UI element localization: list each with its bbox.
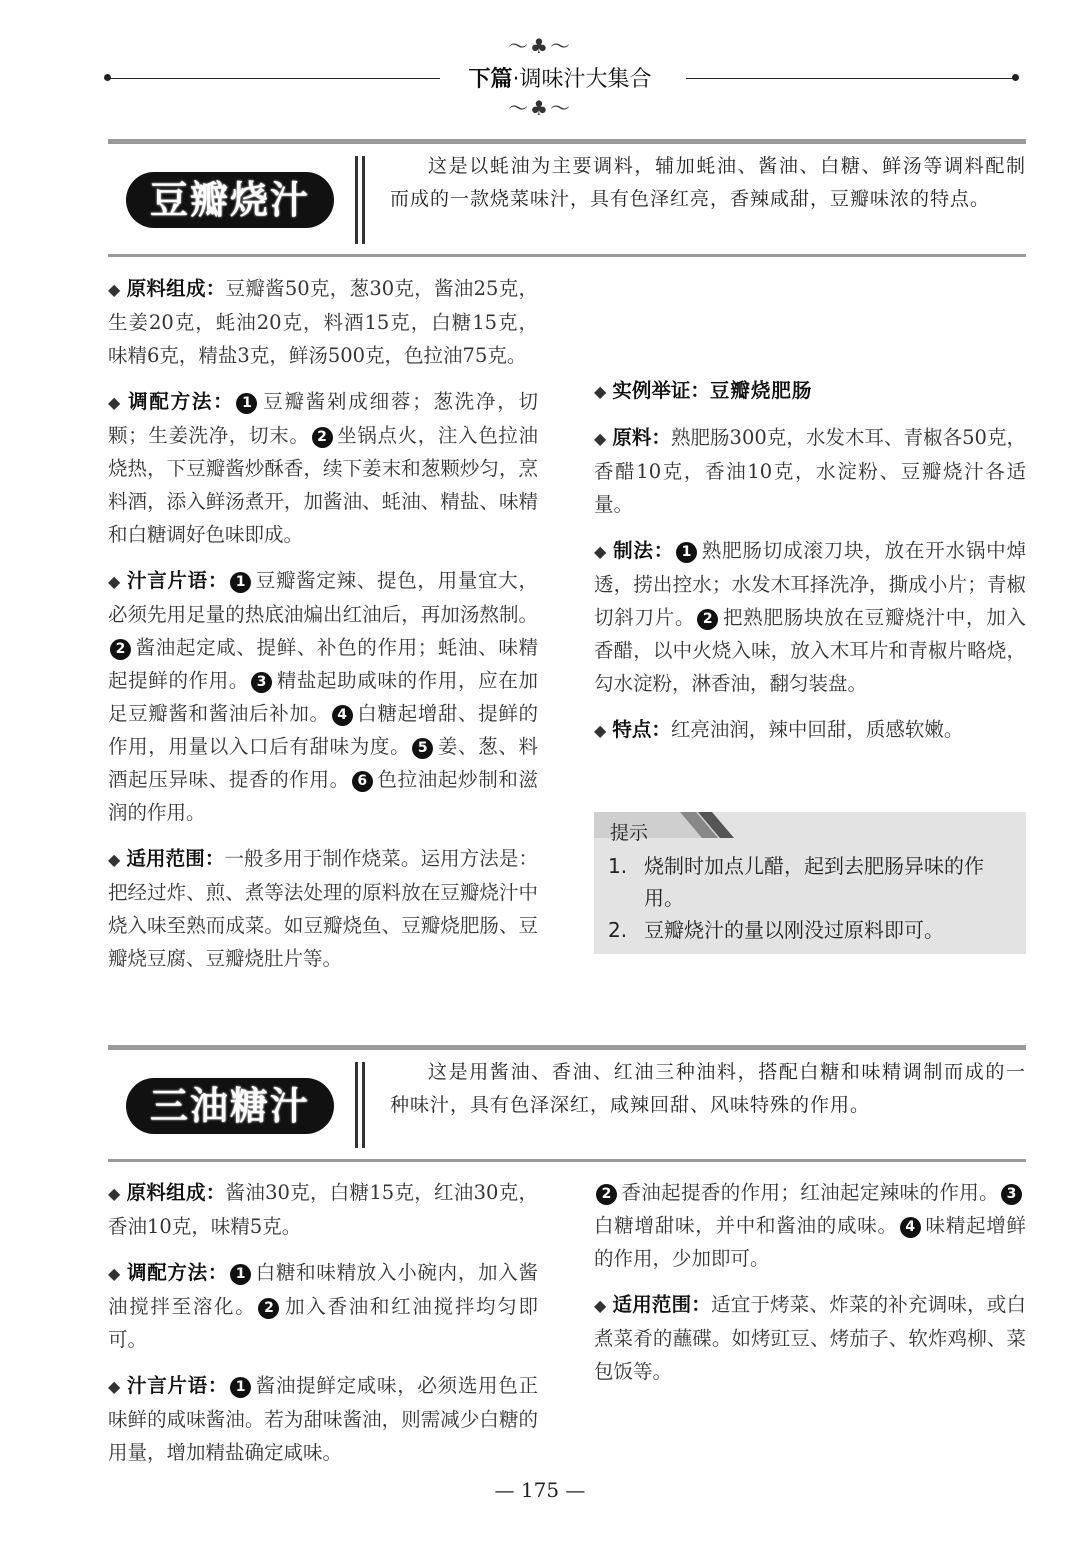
example-method <box>594 534 1026 700</box>
example-step: 把熟肥肠块放在豆瓣烧汁中，加入香醋，以中火烧入味，放入木耳片和青椒片略烧，勾水淀粉，淋香油，翻匀装盘。 <box>594 606 1026 695</box>
header-rule-left <box>110 78 440 79</box>
recipe1-left-column <box>108 272 538 988</box>
section-rule-top <box>108 1045 1026 1050</box>
example-feature <box>594 713 1026 747</box>
tip-title: 提示 <box>610 822 649 844</box>
method-step: 加入香油和红油搅拌均匀即可。 <box>108 1295 538 1351</box>
example-dish-name: 豆瓣烧肥肠 <box>709 379 813 402</box>
title-divider <box>355 1062 358 1148</box>
diamond-bullet-icon: ◆ <box>108 1377 121 1396</box>
step-number-icon: 2 <box>312 427 333 448</box>
method-label: 调配方法： <box>126 390 235 413</box>
header-ornament-bottom: ～♣～ <box>508 96 572 120</box>
diamond-bullet-icon: ◆ <box>108 280 121 299</box>
ingredients-text: 豆瓣酱50克，葱30克，酱油25克，生姜20克，蚝油20克，料酒15克，白糖15克，味精6克，精盐3克，鲜汤500克，色拉油75克。 <box>108 277 538 367</box>
example-feature-text: 红亮油润，辣中回甜，质感软嫩。 <box>670 718 964 741</box>
notes-paragraph <box>108 1369 538 1469</box>
section-rule-bottom <box>108 254 1026 257</box>
example-ingredients <box>594 421 1026 521</box>
diamond-bullet-icon: ◆ <box>594 542 607 561</box>
header-ornament-top: ～♣～ <box>508 34 572 58</box>
diamond-bullet-icon: ◆ <box>108 1184 121 1203</box>
recipe-title-badge: 三油糖汁 <box>126 1078 334 1134</box>
note-item: 精盐起助咸味的作用，应在加足豆瓣酱和酱油后补加。 <box>108 669 538 725</box>
recipe-title-badge: 豆瓣烧汁 <box>126 172 334 228</box>
title-divider <box>362 1062 365 1148</box>
tip-number: 2. <box>608 918 628 942</box>
section-rule-top <box>108 139 1026 144</box>
step-number-icon: 1 <box>230 1264 251 1285</box>
note-item: 色拉油起炒制和滋润的作用。 <box>108 768 538 824</box>
note-item: 酱油起定咸、提鲜、补色的作用；蚝油、味精起提鲜的作用。 <box>108 636 538 692</box>
tip-list <box>608 850 1014 946</box>
example-heading <box>594 374 1026 408</box>
recipe-intro: 这是以蚝油为主要调料，辅加蚝油、酱油、白糖、鲜汤等调料配制而成的一款烧菜味汁，具有色泽红亮，香辣咸甜，豆瓣味浓的特点。 <box>390 155 1026 210</box>
ingredients-paragraph <box>108 1176 538 1243</box>
tip-item <box>608 850 1014 914</box>
step-number-icon: 1 <box>230 1377 251 1398</box>
recipe2-left-column <box>108 1176 538 1482</box>
note-item: 酱油提鲜定咸味，必须选用色正味鲜的咸味酱油。若为甜味酱油，则需减少白糖的用量，增加精盐确定咸味。 <box>108 1374 538 1464</box>
step-number-icon: 4 <box>332 705 353 726</box>
header-rule-right <box>686 78 1014 79</box>
step-number-icon: 2 <box>697 609 718 630</box>
section-rule-bottom <box>108 1159 1026 1162</box>
example-feature-label: 特点： <box>612 718 671 741</box>
title-divider <box>362 156 365 244</box>
ingredients-paragraph <box>108 272 538 372</box>
usage-label: 适用范围： <box>126 847 225 870</box>
diamond-bullet-icon: ◆ <box>594 1296 607 1315</box>
usage-paragraph <box>594 1288 1026 1388</box>
header-rule-dot-right <box>1012 74 1019 81</box>
example-label: 实例举证： <box>612 379 710 402</box>
notes-continued <box>594 1176 1026 1275</box>
notes-paragraph <box>108 564 538 829</box>
step-number-icon: 3 <box>1001 1184 1022 1205</box>
tip-text: 烧制时加点儿醋，起到去肥肠异味的作用。 <box>644 854 984 910</box>
tip-text: 豆瓣烧汁的量以刚没过原料即可。 <box>644 918 944 942</box>
title-divider <box>355 156 358 244</box>
notes-label: 汁言片语： <box>126 1374 229 1397</box>
page-number: — 175 — <box>494 1478 586 1502</box>
header-part: 下篇 <box>468 67 513 92</box>
example-ingredients-label: 原料： <box>612 426 671 449</box>
running-header <box>440 62 680 93</box>
step-number-icon: 1 <box>230 572 251 593</box>
note-item: 味精起增鲜的作用，少加即可。 <box>594 1214 1026 1270</box>
step-number-icon: 6 <box>352 771 373 792</box>
note-item: 香油起提香的作用；红油起定辣味的作用。 <box>621 1181 999 1204</box>
method-step: 坐锅点火，注入色拉油烧热，下豆瓣酱炒酥香，续下姜末和葱颗炒匀，烹料酒，添入鲜汤煮开，加酱油、蚝油、精盐、味精和白糖调好色味即成。 <box>108 424 538 546</box>
note-item: 姜、葱、料酒起压异味、提香的作用。 <box>108 735 538 791</box>
diamond-bullet-icon: ◆ <box>594 721 607 740</box>
header-dot: · <box>512 67 520 92</box>
note-item: 豆瓣酱定辣、提色，用量宜大，必须先用足量的热底油煸出红油后，再加汤熬制。 <box>108 569 538 626</box>
usage-text: 一般多用于制作烧菜。运用方法是：把经过炸、煎、煮等法处理的原料放在豆瓣烧汁中烧入味至熟而成菜。如豆瓣烧鱼、豆瓣烧肥肠、豆瓣烧豆腐、豆瓣烧肚片等。 <box>108 847 538 970</box>
step-number-icon: 1 <box>676 542 697 563</box>
recipe2-right-column <box>594 1176 1026 1401</box>
step-number-icon: 1 <box>236 393 257 414</box>
method-step: 豆瓣酱剁成细蓉；葱洗净，切颗；生姜洗净，切末。 <box>108 390 538 447</box>
diamond-bullet-icon: ◆ <box>108 850 121 869</box>
ingredients-label: 原料组成： <box>126 277 226 300</box>
step-number-icon: 2 <box>258 1298 279 1319</box>
step-number-icon: 3 <box>251 672 272 693</box>
note-item: 白糖起增甜、提鲜的作用，用量以入口后有甜味为度。 <box>108 702 538 758</box>
usage-text: 适宜于烤菜、炸菜的补充调味，或白煮菜肴的蘸碟。如烤豇豆、烤茄子、软炸鸡柳、菜包饭等。 <box>594 1293 1026 1383</box>
diamond-bullet-icon: ◆ <box>108 393 121 412</box>
tip-item <box>608 914 1014 946</box>
example-method-label: 制法： <box>612 539 675 562</box>
usage-label: 适用范围： <box>612 1293 712 1316</box>
step-number-icon: 5 <box>412 738 433 759</box>
method-paragraph <box>108 385 538 551</box>
example-step: 熟肥肠切成滚刀块，放在开水锅中焯透，捞出控水；水发木耳择洗净，撕成小片；青椒切斜刀片。 <box>594 539 1026 629</box>
header-section: 调味汁大集合 <box>519 67 652 92</box>
step-number-icon: 4 <box>900 1217 921 1238</box>
ingredients-label: 原料组成： <box>126 1181 226 1204</box>
method-paragraph <box>108 1256 538 1356</box>
recipe-intro: 这是用酱油、香油、红油三种油料，搭配白糖和味精调制而成的一种味汁，具有色泽深红，咸辣回甜、风味特殊的作用。 <box>390 1061 1026 1116</box>
method-label: 调配方法： <box>126 1261 229 1284</box>
diamond-bullet-icon: ◆ <box>594 429 607 448</box>
note-item: 白糖增甜味，并中和酱油的咸味。 <box>594 1214 898 1237</box>
ingredients-text: 酱油30克，白糖15克，红油30克，香油10克，味精5克。 <box>108 1181 538 1238</box>
recipe1-right-column <box>594 272 1026 760</box>
notes-label: 汁言片语： <box>126 569 229 592</box>
diamond-bullet-icon: ◆ <box>108 1264 121 1283</box>
tip-box <box>594 812 1026 954</box>
diamond-bullet-icon: ◆ <box>594 382 607 401</box>
step-number-icon: 2 <box>110 639 131 660</box>
method-step: 白糖和味精放入小碗内，加入酱油搅拌至溶化。 <box>108 1261 538 1318</box>
example-ingredients-text: 熟肥肠300克，水发木耳、青椒各50克，香醋10克，香油10克，水淀粉、豆瓣烧汁各适量。 <box>594 426 1026 516</box>
step-number-icon: 2 <box>596 1184 617 1205</box>
diamond-bullet-icon: ◆ <box>108 572 121 591</box>
usage-paragraph <box>108 842 538 975</box>
tip-number: 1. <box>608 854 628 878</box>
